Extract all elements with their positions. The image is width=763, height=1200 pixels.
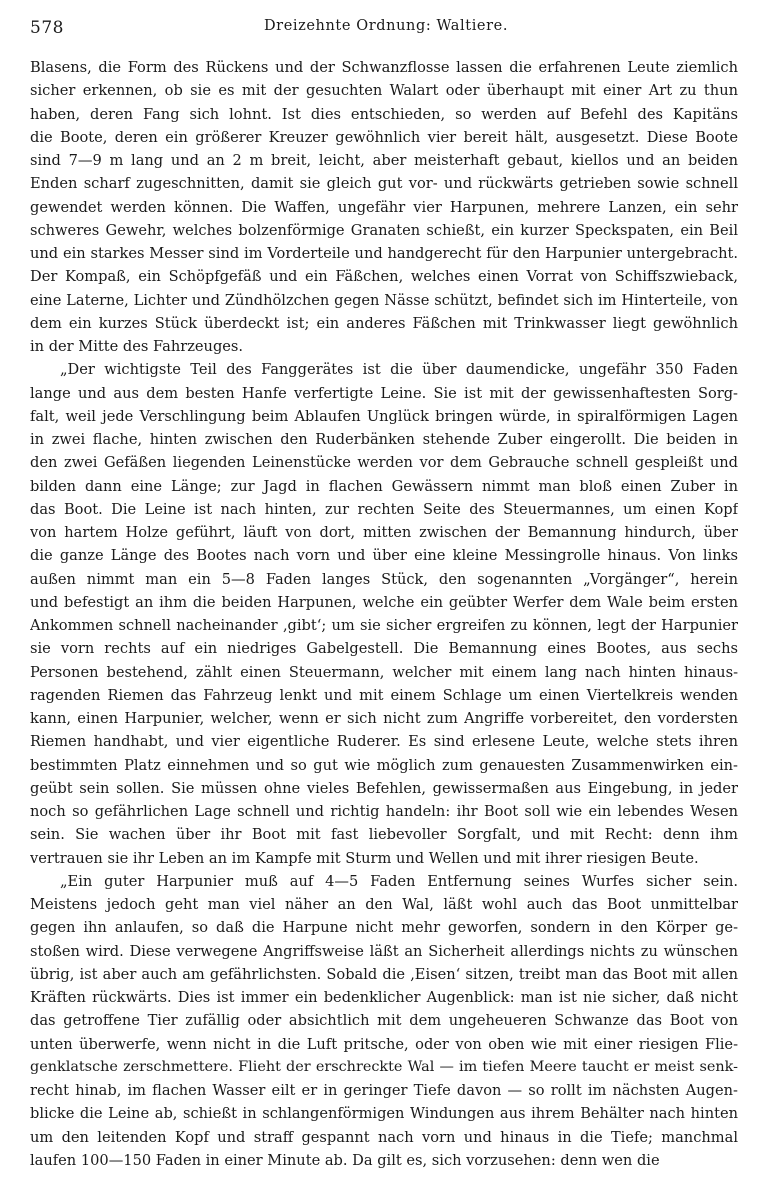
body-text: [30, 56, 738, 1172]
text-line: den zwei Gefäßen liegenden Leinenstücke werden vor dem Gebrauche schnell gespleißt und: [30, 454, 738, 472]
text-line: um den leitenden Kopf und straff gespannt nach vorn und hinaus in die Tiefe; manchmal: [30, 1128, 738, 1146]
text-line: Personen bestehend, zählt einen Steuermann, welcher mit einem lang nach hinten hinaus-: [30, 663, 738, 681]
text-line: und ein starkes Messer sind im Vorderteile und handgerecht für den Harpunier untergebracht.: [30, 245, 738, 262]
text-line: sicher erkennen, ob sie es mit der gesuchten Walart oder überhaupt mit einer Art zu thun: [30, 82, 738, 100]
text-line: genklatsche zerschmettere. Flieht der erschreckte Wal — im tiefen Meere taucht er meist senk-: [30, 1058, 738, 1075]
text-line: Ankommen schnell nacheinander ‚gibt‘; um sie sicher ergreifen zu können, legt der Harpunier: [30, 617, 738, 634]
text-line: stoßen wird. Diese verwegene Angriffsweise läßt an Sicherheit allerdings nichts zu wünschen: [30, 942, 738, 960]
text-line: Enden scharf zugeschnitten, damit sie gleich gut vor- und rückwärts getrieben sowie schnell: [30, 175, 738, 193]
text-line: „Ein guter Harpunier muß auf 4—5 Faden Entfernung seines Wurfes sicher sein.: [60, 872, 738, 890]
text-line: die ganze Länge des Bootes nach vorn und über eine kleine Messingrolle hinaus. Von links: [30, 547, 738, 565]
text-line: noch so gefährlichen Lage schnell und richtig handeln: ihr Boot soll wie ein lebendes Wesen: [30, 803, 738, 820]
paragraph: [30, 56, 738, 358]
text-line: sein. Sie wachen über ihr Boot mit fast liebevoller Sorgfalt, und mit Recht: denn ihm: [30, 826, 738, 844]
text-line: sie vorn rechts auf ein niedriges Gabelgestell. Die Bemannung eines Bootes, aus sechs: [30, 640, 738, 658]
text-line: recht hinab, im flachen Wasser eilt er in geringer Tiefe davon — so rollt im nächsten Augen-: [30, 1082, 738, 1099]
text-line: lange und aus dem besten Hanfe verfertigte Leine. Sie ist mit der gewissenhaftesten Sorg-: [30, 384, 738, 402]
text-line: gegen ihn anlaufen, so daß die Harpune nicht mehr geworfen, sondern in den Körper ge-: [30, 919, 738, 937]
text-line: gewendet werden können. Die Waffen, ungefähr vier Harpunen, mehrere Lanzen, ein sehr: [30, 198, 738, 216]
paragraph: [30, 358, 738, 870]
text-line: ragenden Riemen das Fahrzeug lenkt und mit einem Schlage um einen Viertelkreis wenden: [30, 686, 738, 704]
text-line: bilden dann eine Länge; zur Jagd in flachen Gewässern nimmt man bloß einen Zuber in: [30, 477, 738, 495]
text-line: außen nimmt man ein 5—8 Faden langes Stück, den sogenannten „Vorgänger“, herein: [30, 570, 738, 588]
text-line: übrig, ist aber auch am gefährlichsten. Sobald die ‚Eisen‘ sitzen, treibt man das Boot mit allen: [30, 965, 738, 983]
text-line: und befestigt an ihm die beiden Harpunen, welche ein geübter Werfer dem Wale beim ersten: [30, 593, 738, 611]
text-line: falt, weil jede Verschlingung beim Ablaufen Unglück bringen würde, in spiralförmigen Lagen: [30, 407, 738, 425]
text-line: schweres Gewehr, welches bolzenförmige Granaten schießt, ein kurzer Speckspaten, ein Beil: [30, 221, 738, 239]
text-line: unten überwerfe, wenn nicht in die Luft pritsche, oder von oben wie mit einer riesigen Flie-: [30, 1035, 738, 1053]
running-head: Dreizehnte Ordnung: Waltiere.: [263, 18, 509, 34]
text-line: blicke die Leine ab, schießt in schlangenförmigen Windungen aus ihrem Behälter nach hinten: [30, 1105, 738, 1123]
text-line: Riemen handhabt, und vier eigentliche Ruderer. Es sind erlesene Leute, welche stets ihren: [30, 733, 738, 751]
text-line: bestimmten Platz einnehmen und so gut wie möglich zum genauesten Zusammenwirken ein-: [30, 756, 738, 774]
text-line: das Boot. Die Leine ist nach hinten, zur rechten Seite des Steuermannes, um einen Kopf: [30, 500, 738, 518]
page-number: 578: [30, 18, 64, 38]
text-line: die Boote, deren ein größerer Kreuzer gewöhnlich vier bereit hält, ausgesetzt. Diese Boote: [30, 128, 738, 146]
text-line: kann, einen Harpunier, welcher, wenn er sich nicht zum Angriffe vorbereitet, den vordersten: [30, 710, 738, 727]
text-line: in der Mitte des Fahrzeuges.: [30, 338, 244, 355]
text-line: geübt sein sollen. Sie müssen ohne vieles Befehlen, gewissermaßen aus Eingebung, in jeder: [30, 779, 738, 797]
paragraph: [30, 870, 738, 1172]
text-line: Meistens jedoch geht man viel näher an den Wal, läßt wohl auch das Boot unmittelbar: [30, 896, 738, 913]
text-line: in zwei flache, hinten zwischen den Ruderbänken stehende Zuber eingerollt. Die beiden in: [30, 431, 738, 448]
text-line: vertrauen sie ihr Leben an im Kampfe mit Sturm und Wellen und mit ihrer riesigen Beute.: [30, 849, 699, 867]
text-line: laufen 100—150 Faden in einer Minute ab. Da gilt es, sich vorzusehen: denn wen die: [30, 1151, 660, 1169]
text-line: sind 7—9 m lang und an 2 m breit, leicht, aber meisterhaft gebaut, kiellos und an beiden: [30, 152, 738, 169]
text-line: „Der wichtigste Teil des Fanggerätes ist die über daumendicke, ungefähr 350 Faden: [60, 361, 738, 379]
text-line: Kräften rückwärts. Dies ist immer ein bedenklicher Augenblick: man ist nie sicher, daß nicht: [30, 989, 738, 1006]
text-line: eine Laterne, Lichter und Zündhölzchen gegen Nässe schützt, befindet sich im Hinterteile, von: [30, 291, 738, 309]
text-line: dem ein kurzes Stück überdeckt ist; ein anderes Fäßchen mit Trinkwasser liegt gewöhnlich: [30, 314, 738, 332]
text-line: das getroffene Tier zufällig oder absichtlich mit dem ungeheueren Schwanze das Boot von: [30, 1012, 738, 1030]
text-line: Der Kompaß, ein Schöpfgefäß und ein Fäßchen, welches einen Vorrat von Schiffszwieback,: [30, 268, 738, 286]
text-line: haben, deren Fang sich lohnt. Ist dies entschieden, so werden auf Befehl des Kapitäns: [30, 105, 738, 123]
text-line: von hartem Holze geführt, läuft von dort, mitten zwischen der Bemannung hindurch, über: [30, 524, 738, 541]
text-line: Blasens, die Form des Rückens und der Schwanzflosse lassen die erfahrenen Leute ziemlich: [30, 59, 738, 76]
page-header: [30, 18, 742, 42]
